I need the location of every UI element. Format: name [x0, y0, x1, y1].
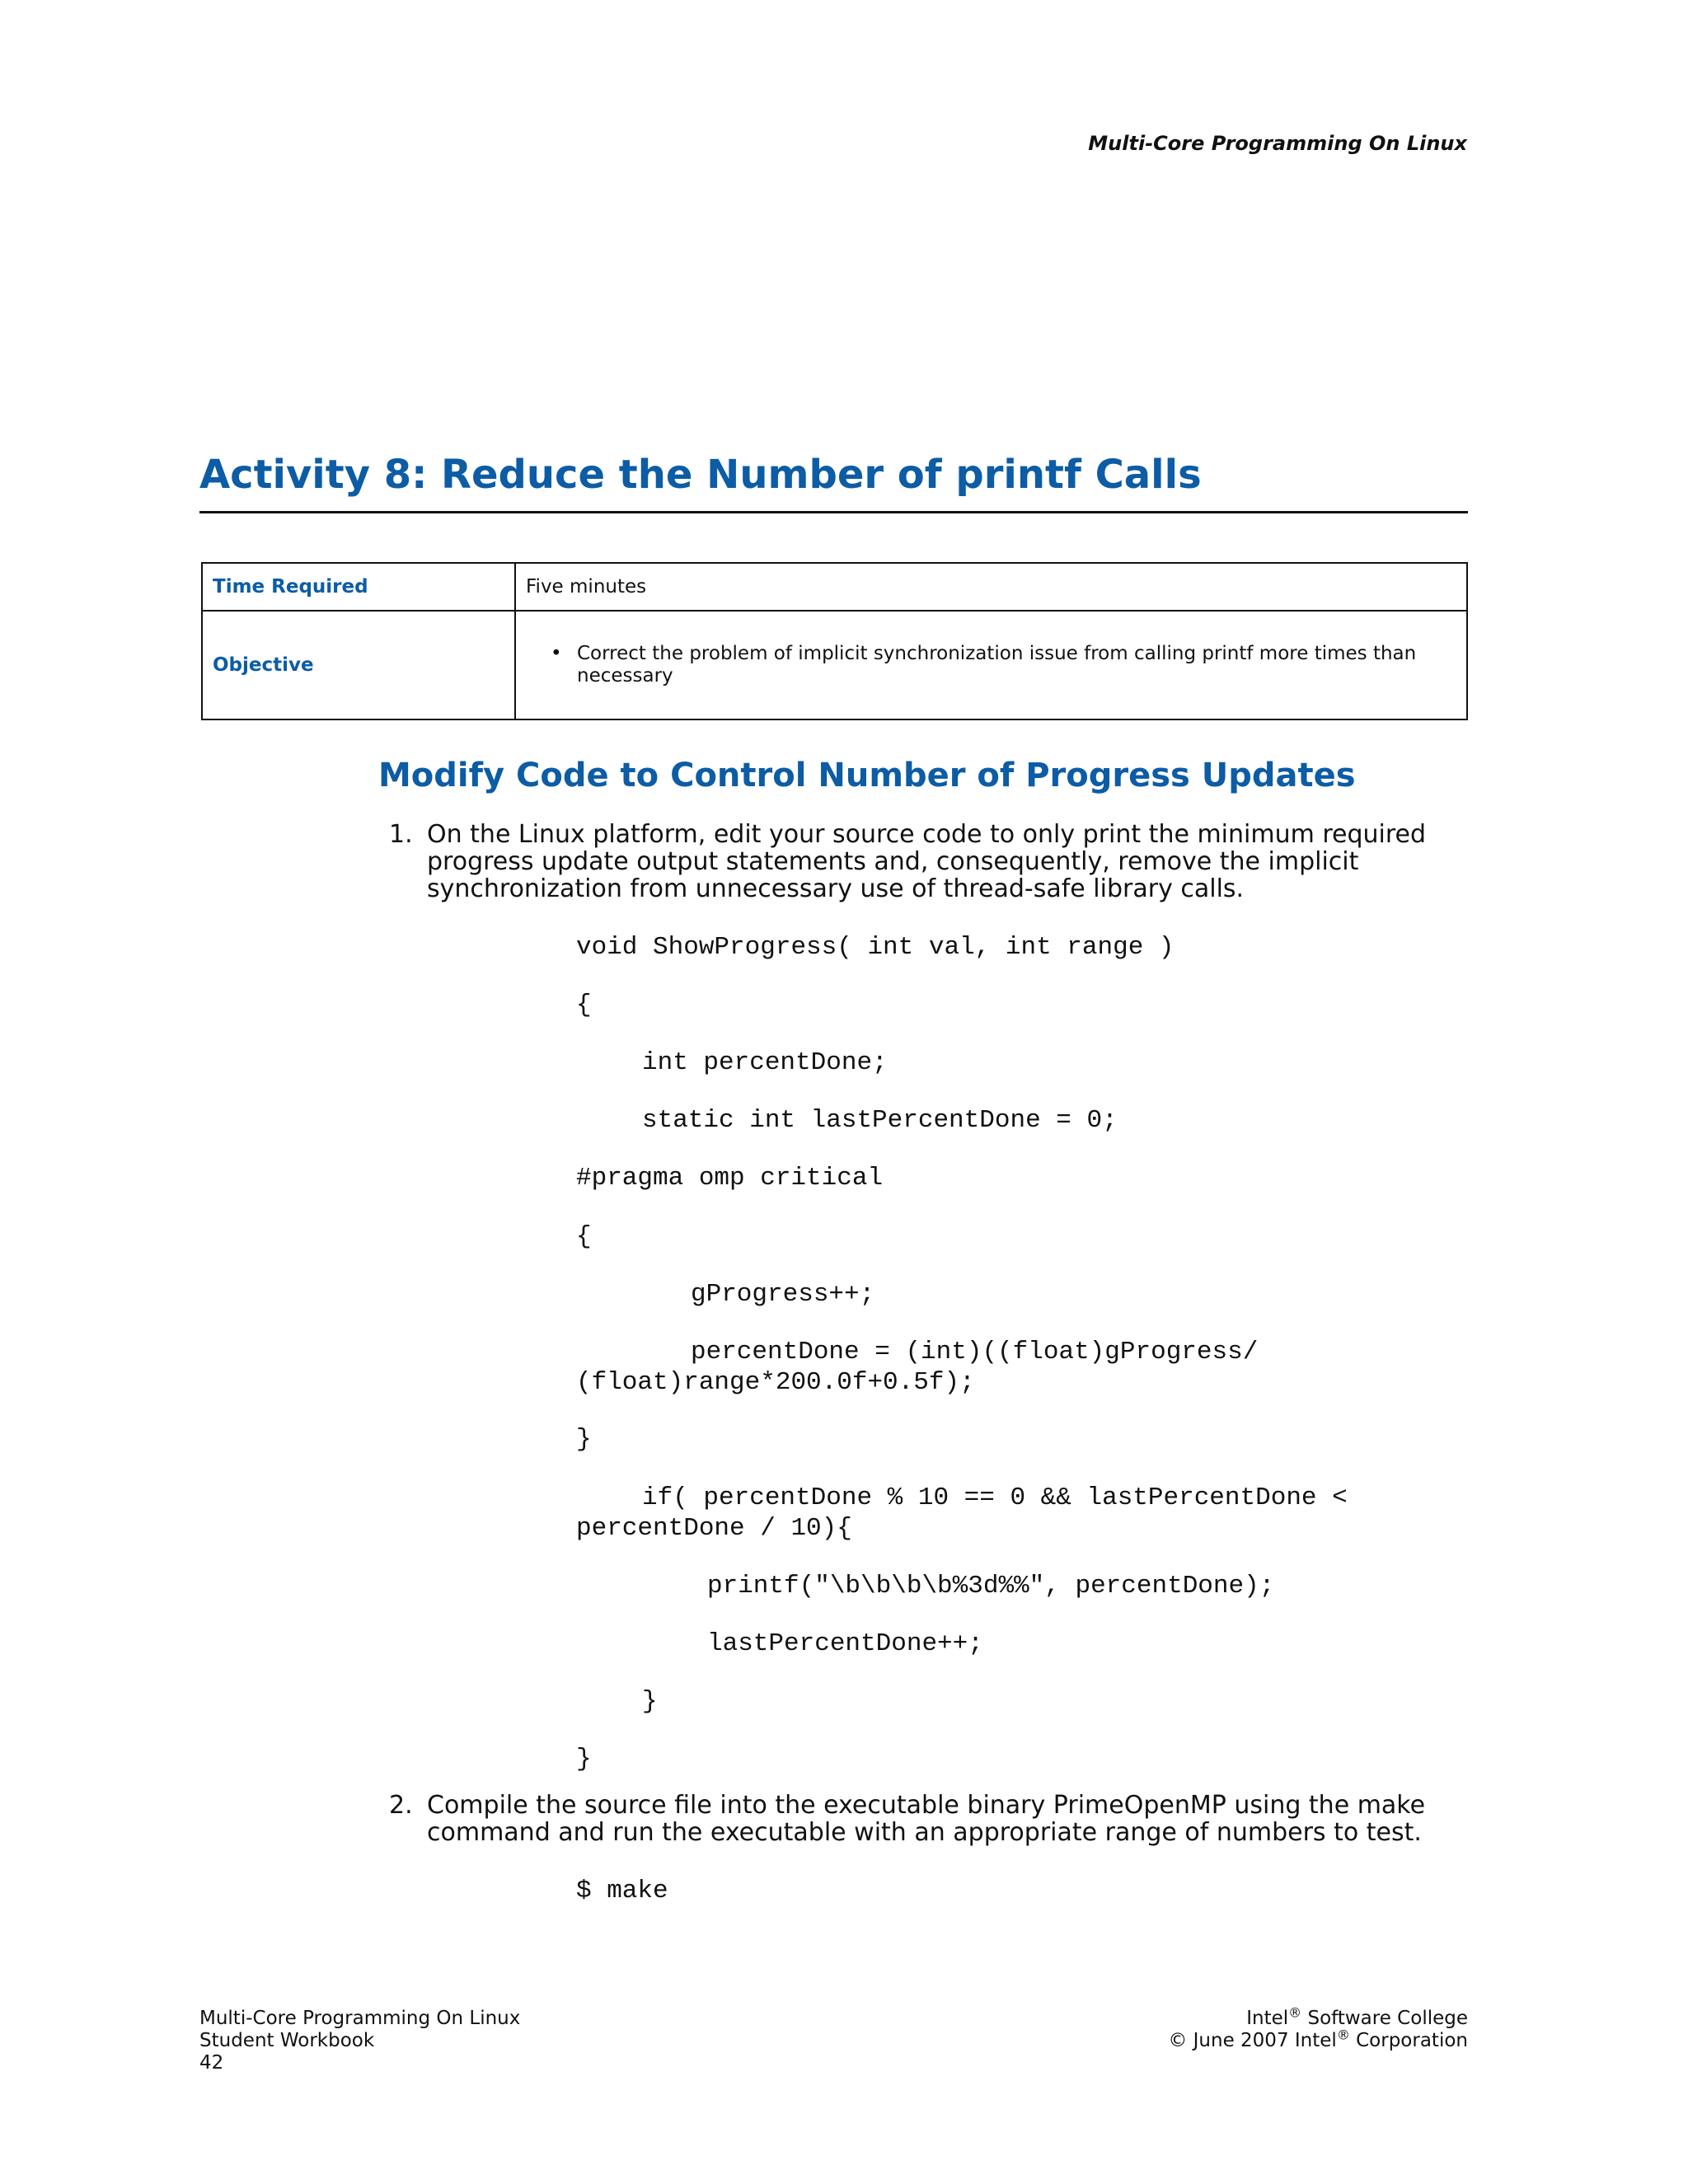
objective-text: Correct the problem of implicit synchronization issue from calling printf more times than necessary	[577, 643, 1417, 687]
step-number: 2.	[389, 1791, 413, 1820]
objective-cell	[515, 611, 1467, 719]
objective-row	[202, 611, 1467, 719]
code-line-7: gProgress++;	[691, 1280, 875, 1309]
step-text: Compile the source file into the executable binary PrimeOpenMP using the make command and run the executable with an appropriate range of numbers to test.	[427, 1791, 1426, 1847]
footer-right	[1168, 2004, 1468, 2052]
code-line-13: }	[642, 1687, 658, 1716]
code-line-11: printf("\b\b\b\b%3d%%", percentDone);	[707, 1572, 1275, 1601]
footer-copyright: © June 2007 Intel® Corporation	[1168, 2027, 1468, 2051]
code-line-10b: percentDone / 10){	[576, 1514, 852, 1543]
make-command: $ make	[576, 1877, 668, 1905]
footer-workbook: Student Workbook	[199, 2030, 375, 2051]
code-line-12: lastPercentDone++;	[707, 1629, 983, 1658]
code-line-1: void ShowProgress( int val, int range )	[576, 933, 1175, 962]
footer-course-title: Multi-Core Programming On Linux	[199, 2008, 521, 2029]
footer-left	[199, 2008, 520, 2074]
step-1	[389, 821, 1452, 902]
objective-label: Objective	[202, 611, 515, 719]
footer-publisher: Intel® Software College	[1246, 2004, 1468, 2029]
code-line-3: int percentDone;	[642, 1048, 888, 1077]
page-number: 42	[199, 2052, 224, 2074]
running-header: Multi-Core Programming On Linux	[1088, 132, 1467, 155]
time-required-label: Time Required	[202, 563, 515, 611]
activity-info-table	[201, 562, 1468, 720]
title-rule	[199, 511, 1468, 513]
bullet-icon: •	[551, 643, 562, 664]
code-line-10a: if( percentDone % 10 == 0 && lastPercentDone <	[642, 1483, 1348, 1512]
code-line-8a: percentDone = (int)((float)gProgress/	[691, 1338, 1259, 1366]
code-line-2: {	[576, 991, 592, 1019]
section-heading: Modify Code to Control Number of Progress Updates	[378, 757, 1356, 794]
objective-item	[526, 643, 1456, 687]
time-required-row	[202, 563, 1467, 611]
code-line-5: #pragma omp critical	[576, 1164, 884, 1193]
code-line-6: {	[576, 1222, 592, 1251]
activity-title: Activity 8: Reduce the Number of printf Calls	[199, 452, 1202, 498]
time-required-value: Five minutes	[515, 563, 1467, 611]
step-text: On the Linux platform, edit your source code to only print the minimum required progress update output statements and, consequently, remove the implicit synchronization from unnecessary use of thread-safe library calls.	[427, 820, 1427, 903]
code-line-9: }	[576, 1425, 592, 1454]
code-line-14: }	[576, 1745, 592, 1774]
code-line-8b: (float)range*200.0f+0.5f);	[576, 1368, 975, 1397]
step-number: 1.	[389, 820, 413, 849]
step-2	[389, 1792, 1452, 1846]
code-line-4: static int lastPercentDone = 0;	[642, 1106, 1118, 1135]
